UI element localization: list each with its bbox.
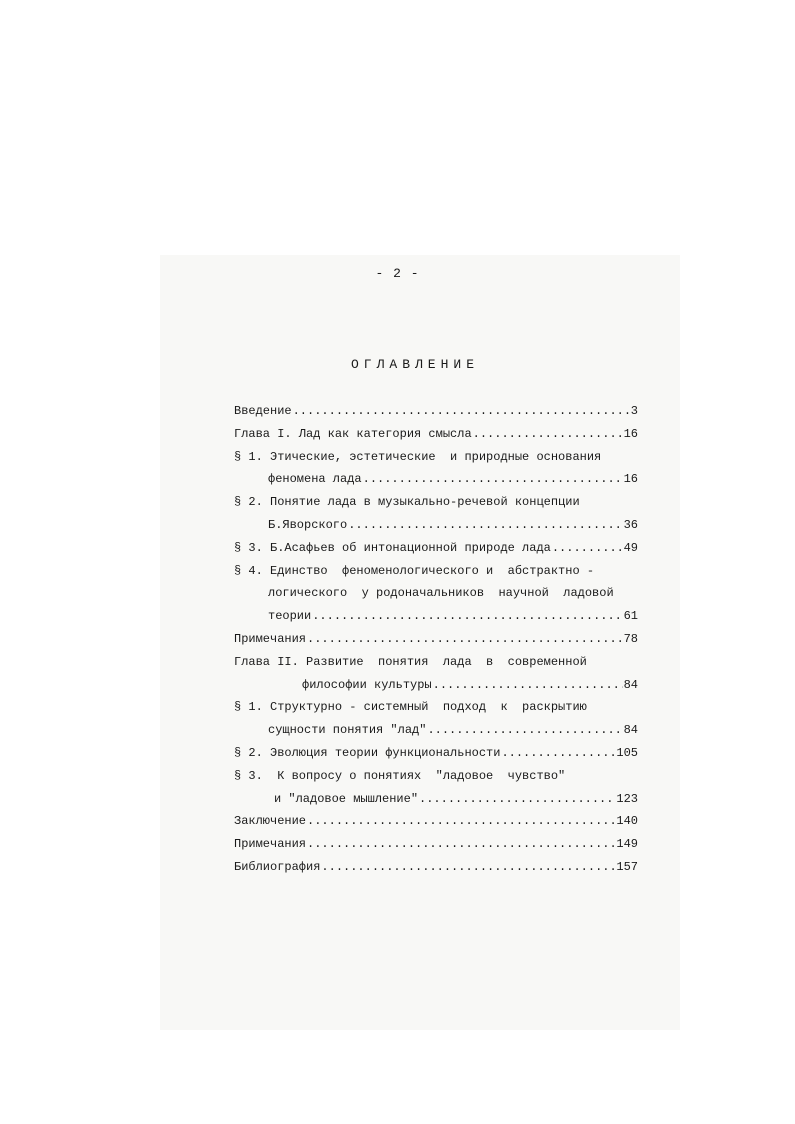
dot-leader bbox=[293, 400, 630, 423]
toc-entry-ch1-section-4-cont2 bbox=[234, 605, 638, 628]
toc-entry-text: § 2. Эволюция теории функциональности bbox=[234, 745, 501, 760]
toc-entry-chapter-2-cont bbox=[234, 674, 638, 697]
toc-entry-text: § 3. Б.Асафьев об интонационной природе лада bbox=[234, 540, 551, 555]
toc-entry-ch2-section-2 bbox=[234, 742, 638, 765]
toc-entry-page: 84 bbox=[623, 677, 638, 692]
toc-entry-page: 140 bbox=[616, 814, 638, 829]
toc-entry-page: 3 bbox=[630, 404, 638, 418]
toc-entry-ch2-section-3 bbox=[234, 765, 638, 788]
toc-entry-bibliography bbox=[234, 856, 638, 879]
toc-entry-page: 149 bbox=[616, 837, 638, 852]
dot-leader bbox=[312, 605, 622, 628]
toc-entry-text: § 2. Понятие лада в музыкально-речевой концепции bbox=[234, 495, 580, 510]
toc-entry-notes-2 bbox=[234, 833, 638, 856]
dot-leader bbox=[433, 674, 623, 697]
toc-entry-page: 157 bbox=[616, 859, 638, 874]
toc-entry-page: 16 bbox=[623, 426, 638, 441]
toc-entry-chapter-2 bbox=[234, 651, 638, 674]
dot-leader bbox=[307, 628, 623, 651]
dot-leader bbox=[419, 788, 615, 811]
toc-entry-text: сущности понятия "лад" bbox=[268, 723, 427, 738]
dot-leader bbox=[427, 719, 622, 742]
toc-entry-text: Глава II. Развитие понятия лада в современной bbox=[234, 654, 587, 669]
toc-entry-ch2-section-1 bbox=[234, 696, 638, 719]
page-number: - 2 - bbox=[375, 266, 420, 281]
dot-leader bbox=[363, 468, 623, 491]
toc-entry-page: 78 bbox=[623, 631, 638, 646]
toc-entry-ch1-section-4 bbox=[234, 560, 638, 583]
toc-entry-ch1-section-1 bbox=[234, 446, 638, 469]
toc-entry-page: 49 bbox=[623, 540, 638, 555]
toc-entry-text: и "ладовое мышление" bbox=[274, 791, 419, 806]
toc-entry-notes-1 bbox=[234, 628, 638, 651]
toc-entry-text: § 1. Этические, эстетические и природные основания bbox=[234, 449, 602, 464]
toc-entry-text: Заключение bbox=[234, 814, 307, 829]
toc-entry-text: Библиография bbox=[234, 859, 321, 874]
table-of-contents bbox=[234, 400, 638, 879]
toc-entry-text: Глава I. Лад как категория смысла bbox=[234, 426, 472, 441]
dot-leader bbox=[473, 423, 623, 446]
dot-leader bbox=[501, 742, 615, 765]
toc-entry-page: 123 bbox=[616, 791, 638, 806]
toc-entry-introduction bbox=[234, 400, 638, 423]
toc-entry-text: логического у родоначальников научной ладовой bbox=[268, 586, 614, 601]
dot-leader bbox=[307, 833, 615, 856]
toc-entry-text: § 1. Структурно - системный подход к раскрытию bbox=[234, 700, 587, 715]
toc-entry-page: 16 bbox=[623, 472, 638, 487]
toc-entry-page: 36 bbox=[623, 517, 638, 532]
toc-entry-ch2-section-3-cont bbox=[234, 788, 638, 811]
toc-entry-ch2-section-1-cont bbox=[234, 719, 638, 742]
toc-entry-text: феномена лада bbox=[268, 472, 362, 487]
toc-entry-text: § 3. К вопросу о понятиях "ладовое чувство" bbox=[234, 768, 566, 783]
toc-entry-ch1-section-4-cont bbox=[234, 582, 638, 605]
toc-entry-conclusion bbox=[234, 810, 638, 833]
toc-entry-text: философии культуры bbox=[302, 677, 432, 692]
toc-entry-text: Примечания bbox=[234, 631, 307, 646]
toc-entry-ch1-section-2-cont bbox=[234, 514, 638, 537]
dot-leader bbox=[552, 537, 623, 560]
dot-leader bbox=[307, 810, 615, 833]
toc-entry-chapter-1 bbox=[234, 423, 638, 446]
toc-entry-ch1-section-3 bbox=[234, 537, 638, 560]
toc-entry-ch1-section-2 bbox=[234, 491, 638, 514]
toc-entry-text: Примечания bbox=[234, 837, 307, 852]
toc-entry-text: Б.Яворского bbox=[268, 517, 348, 532]
toc-entry-text: Введение bbox=[234, 404, 292, 418]
toc-entry-text: теории bbox=[268, 609, 312, 624]
dot-leader bbox=[321, 856, 615, 879]
dot-leader bbox=[348, 514, 622, 537]
toc-entry-page: 84 bbox=[623, 723, 638, 738]
toc-title: ОГЛАВЛЕНИЕ bbox=[350, 357, 479, 372]
toc-entry-page: 61 bbox=[623, 609, 638, 624]
toc-entry-ch1-section-1-cont bbox=[234, 468, 638, 491]
toc-entry-text: § 4. Единство феноменологического и абстрактно - bbox=[234, 563, 595, 578]
toc-entry-page: 105 bbox=[616, 745, 638, 760]
